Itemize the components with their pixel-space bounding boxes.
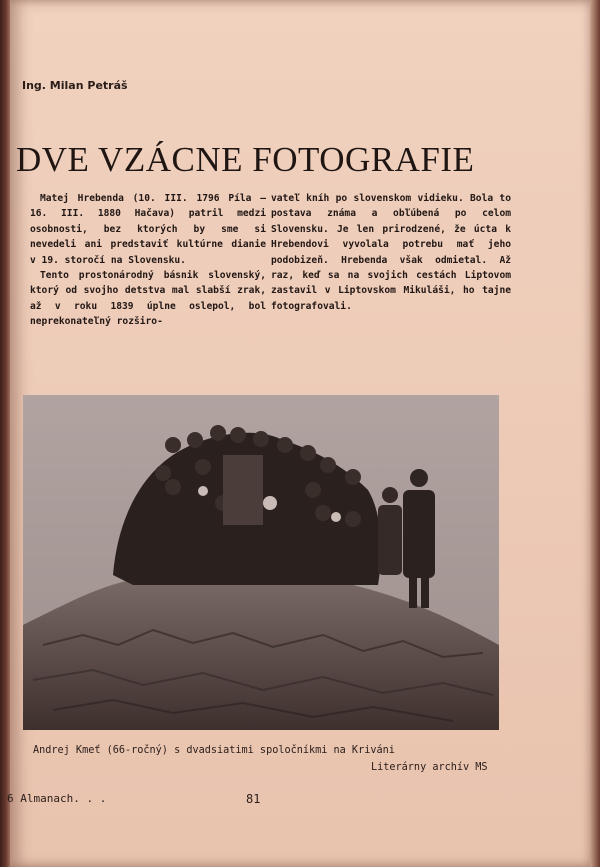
paragraph: vateľ kníh po slovenskom vidieku. Bola to postava známa a obľúbená po celom Slovensku. Je len prirodzené, že úcta k Hrebendovi vyvolala potrebu mať jeho podobizeň. Hrebenda však odmietal. Až raz, keď sa na svojich cestách Liptovom zastavil v Liptovskom Mikuláši, ho tajne fotografovali. bbox=[271, 193, 511, 312]
text-column-right bbox=[271, 191, 511, 314]
photograph-illustration bbox=[23, 395, 499, 730]
running-footer: 6 Almanach. . . bbox=[7, 792, 107, 805]
author-name: Ing. Milan Petráš bbox=[22, 79, 128, 92]
paragraph: Tento prostonárodný básnik slovenský, ktorý od svojho detstva mal slabší zrak, až v roku 1839 úplne oslepol, bol neprekonateľný rozširo- bbox=[30, 270, 266, 328]
page-right-edge bbox=[590, 0, 600, 867]
page-number: 81 bbox=[246, 792, 261, 806]
figure-caption: Andrej Kmeť (66-ročný) s dvadsiatimi spoločníkmi na Kriváni bbox=[33, 745, 395, 756]
paragraph: Matej Hrebenda (10. III. 1796 Píla — 16. III. 1880 Hačava) patril medzi osobnosti, bez ktorých by sme si nevedeli ani predstaviť kultúrne dianie v 19. storočí na Slovensku. bbox=[30, 193, 266, 266]
figure-credit: Literárny archív MS bbox=[371, 762, 488, 773]
text-column-left bbox=[30, 191, 266, 330]
article-title: DVE VZÁCNE FOTOGRAFIE bbox=[16, 140, 475, 179]
group-photograph bbox=[23, 395, 499, 730]
